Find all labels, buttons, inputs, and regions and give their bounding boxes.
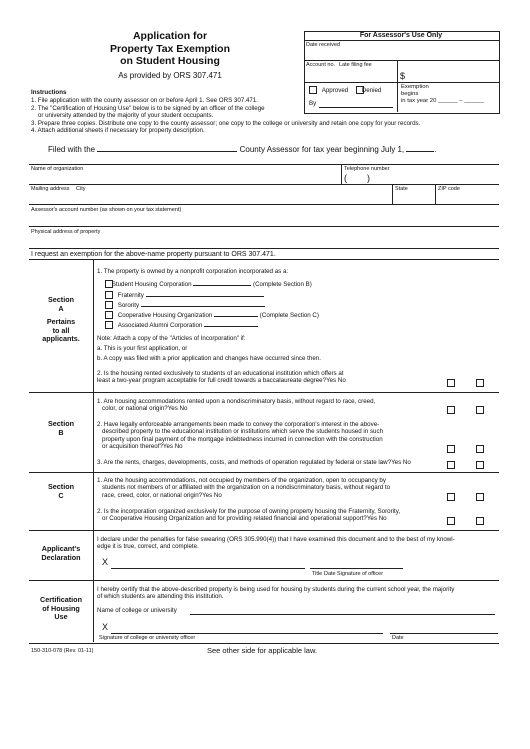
denied-option[interactable]: [356, 86, 381, 94]
sorority-label: Sorority: [117, 302, 140, 309]
fraternity-checkbox[interactable]: [105, 291, 113, 299]
declaration-label-2: Declaration: [41, 552, 81, 562]
section-c-q1-line-1: 1. Are the housing accommodations, not occupied by members of the organization, open to occupancy by: [97, 477, 386, 484]
physical-address-label: Physical address of property: [31, 229, 101, 235]
late-filing-fee-label: Late filing fee: [339, 62, 372, 68]
declaration-text-line-1: I declare under the penalties for false swearing (ORS 305.990(4)) that I have examined this document and to the best of my knowl-: [97, 536, 455, 543]
declaration-signature-line[interactable]: [111, 568, 305, 569]
section-c-q1: [97, 477, 390, 499]
declaration-text-line-2: edge it is true, correct, and complete.: [97, 543, 199, 551]
section-b-q1-yes-checkbox[interactable]: [447, 406, 455, 414]
section-b-q3-no-checkbox[interactable]: [476, 461, 484, 469]
approved-option[interactable]: [309, 86, 348, 94]
fraternity-line: [146, 290, 264, 297]
section-a-label-1: Section: [48, 295, 74, 304]
yes-label: Yes: [326, 377, 337, 385]
section-b-q2-line-2: described property to the educational institution or institutions which serve the students housed in such: [102, 428, 384, 436]
assessor-box-title: For Assessor's Use Only: [359, 32, 443, 39]
certification-date-label: Date: [392, 635, 404, 641]
section-b-q2-no-checkbox[interactable]: [476, 445, 484, 453]
fee-dollar-sign: $: [400, 71, 406, 81]
exemption-line-1: Exemption: [401, 84, 429, 90]
option-coop[interactable]: [105, 310, 319, 319]
approved-checkbox[interactable]: [309, 86, 317, 94]
section-b-label-1: Section: [48, 419, 74, 428]
telephone-label: Telephone number: [344, 166, 390, 172]
request-statement: I request an exemption for the above-name property pursuant to ORS 307.471.: [31, 251, 276, 258]
section-c-label: [31, 483, 91, 500]
section-b-q2-line-4: or acquisition thereof?: [102, 443, 163, 451]
declaration-label: [31, 545, 91, 562]
section-c-q2-yes-checkbox[interactable]: [447, 517, 455, 525]
title-line-3: on Student Housing: [120, 55, 220, 67]
no-label: No: [174, 443, 183, 451]
yes-label: Yes: [366, 515, 377, 523]
certification-text-line-2: of which students are attending this institution.: [97, 593, 224, 601]
option-sorority[interactable]: [105, 300, 265, 309]
student-housing-label: Student Housing Corporation: [111, 281, 192, 288]
section-b-label: [31, 420, 91, 437]
section-c-label-2: C: [58, 490, 64, 500]
instructions-list: [31, 97, 511, 135]
coop-note: (Complete Section C): [259, 312, 319, 319]
section-b-q2-yes-checkbox[interactable]: [447, 445, 455, 453]
alumni-line: [204, 320, 258, 327]
yes-label: Yes: [167, 405, 178, 413]
no-label: No: [378, 515, 387, 523]
section-b-q2-line-3: property upon final payment of the mortgage indebtedness incurred in connection with the construction: [102, 435, 383, 443]
section-a-q1: 1. The property is owned by a nonprofit corporation incorporated as a:: [97, 268, 289, 275]
coop-line: [214, 310, 258, 317]
declaration-date-label: Date: [324, 571, 336, 577]
yes-label: Yes: [391, 459, 402, 466]
section-c-label-1: Section: [48, 482, 74, 491]
section-a-label-3: Pertains: [46, 317, 76, 327]
date-received-label: Date received: [306, 42, 340, 48]
declaration-text: [97, 536, 455, 551]
account-no-label: Account no.: [306, 62, 336, 68]
section-b-q2-line-1: 2. Have legally enforceable arrangements been made to convey the corporation's interest in the above-: [97, 421, 380, 428]
instruction-item: 2. The "Certification of Housing Use" below is to be signed by an officer of the college: [31, 104, 265, 112]
mailing-address-label: Mailing address: [31, 186, 70, 192]
state-label: State: [395, 186, 408, 192]
section-b-q3: [97, 459, 411, 466]
certification-signature-label: Signature of college or university officer: [99, 635, 196, 641]
section-b-q3-yes-checkbox[interactable]: [447, 461, 455, 469]
section-a-label-4: to all: [52, 325, 70, 335]
certification-label: [31, 596, 91, 622]
declaration-label-1: Applicant's: [41, 544, 81, 553]
declaration-x-mark: X: [102, 557, 109, 567]
yes-label: Yes: [162, 443, 173, 451]
section-a-note-a: a. This is your first application, or: [97, 345, 188, 352]
fraternity-label: Fraternity: [117, 292, 144, 299]
alumni-checkbox[interactable]: [105, 321, 113, 329]
section-a-label: [31, 296, 91, 344]
declaration-title-line[interactable]: [310, 568, 403, 569]
option-student-housing[interactable]: [105, 279, 312, 288]
section-c-q1-line-3: race, creed, color, or national origin?: [102, 491, 203, 499]
filed-with-suffix: County Assessor for tax year beginning July 1,: [239, 145, 405, 154]
filed-with-prefix: Filed with the: [48, 145, 96, 154]
no-label: No: [337, 377, 346, 385]
section-b-q1-line-2: color, or national origin?: [102, 405, 168, 413]
section-a-note: Note: Attach a copy of the "Articles of Incorporation" if:: [97, 335, 246, 342]
student-housing-note: (Complete Section B): [253, 281, 312, 288]
county-name-field[interactable]: [97, 145, 237, 152]
instructions-heading: Instructions: [31, 89, 67, 96]
section-c-q2-line-2: or Cooperative Housing Organization and for providing related financial and operational support?: [102, 515, 367, 523]
declaration-title-label: Title: [312, 571, 323, 577]
section-c-q2-line-1: 2. Is the incorporation organized exclusively for the purpose of owning property housing the Fraternity, Sorority,: [97, 508, 401, 515]
certification-x-mark: X: [102, 622, 109, 632]
option-fraternity[interactable]: [105, 290, 264, 299]
college-name-row: [97, 607, 177, 614]
section-c-q2: [97, 508, 400, 523]
approved-label: Approved: [321, 86, 349, 94]
no-label: No: [213, 491, 222, 499]
section-c-q1-yes-checkbox[interactable]: [447, 493, 455, 501]
section-c-q2-no-checkbox[interactable]: [476, 517, 484, 525]
section-b-q3-text: 3. Are the rents, charges, developments, costs, and methods of operation regulated by federal or state law?: [97, 459, 392, 466]
sorority-checkbox[interactable]: [105, 301, 113, 309]
zip-label: ZIP code: [438, 186, 460, 192]
denied-label: Denied: [361, 86, 382, 94]
section-b-label-2: B: [58, 427, 64, 437]
section-b-q1-line-1: 1. Are housing accommodations rented upon a nondiscriminatory basis, without regard to race, creed,: [97, 398, 376, 405]
provided-by: As provided by ORS 307.471: [118, 71, 222, 80]
section-a-q2: [97, 370, 346, 385]
no-label: No: [402, 459, 411, 466]
title-line-1: Application for: [132, 30, 208, 42]
section-c-q1-line-2: students not members of or affiliated with the organization on a nondiscriminatory basis, without regard to: [102, 484, 391, 492]
section-a-label-2: A: [58, 303, 64, 313]
section-a-q2-yes-checkbox[interactable]: [447, 379, 455, 387]
section-b-q1-no-checkbox[interactable]: [476, 406, 484, 414]
certification-text: [97, 586, 454, 601]
section-a-q2-no-checkbox[interactable]: [476, 379, 484, 387]
filed-with-row: Filed with the County Assessor for tax year beginning July 1, .: [48, 145, 437, 154]
college-name-field[interactable]: [190, 614, 495, 615]
title-line-2: Property Tax Exemption: [109, 42, 230, 55]
section-a-note-b: b. A copy was filed with a prior application and changes have occurred since then.: [97, 355, 321, 362]
section-b-q2: [97, 421, 383, 451]
instruction-item: 1. File application with the county assessor on or before April 1. See ORS 307.471.: [31, 97, 259, 104]
certification-label-3: Use: [54, 612, 68, 622]
account-number-label: Assessor's account number (as shown on your tax statement): [31, 207, 182, 213]
instruction-item: 3. Prepare three copies. Distribute one copy to the county assessor; one copy to the college or university and retain one copy for your records.: [31, 119, 421, 127]
student-housing-line: [193, 279, 251, 286]
certification-date-line[interactable]: [390, 633, 498, 634]
instruction-item: 4. Attach additional sheets if necessary for property description.: [31, 127, 205, 135]
city-label: City: [76, 186, 86, 192]
section-a-q2-line-1: 2. Is the housing rented exclusively to students of an educational institution which offers at: [97, 370, 344, 377]
see-other-side: See other side for applicable law.: [207, 646, 318, 655]
by-label: By: [309, 100, 317, 107]
no-label: No: [179, 405, 188, 413]
coop-label: Cooperative Housing Organization: [117, 312, 213, 319]
certification-signature-line[interactable]: [111, 633, 383, 634]
section-c-q1-no-checkbox[interactable]: [476, 493, 484, 501]
college-name-label: Name of college or university: [97, 607, 177, 614]
certification-label-1: Certification: [40, 595, 82, 604]
certification-label-2: of Housing: [42, 603, 80, 613]
instruction-item: or university attended by the majority of your student occupants.: [31, 112, 214, 120]
org-name-label: Name of organization: [31, 166, 84, 172]
section-a-label-5: applicants.: [42, 334, 80, 344]
alumni-label: Associated Alumni Corporation: [117, 322, 203, 329]
option-alumni[interactable]: [105, 320, 258, 329]
exemption-line-2: begins: [401, 91, 419, 97]
tax-year-field[interactable]: [406, 145, 434, 152]
yes-label: Yes: [202, 491, 213, 499]
coop-checkbox[interactable]: [105, 311, 113, 319]
sorority-line: [141, 300, 265, 307]
form-title: [95, 30, 245, 68]
declaration-signature-label: Signature of officer: [337, 571, 384, 577]
certification-text-line-1: I hereby certify that the above-described property is being used for housing by students during the current school year, the majority: [97, 586, 455, 593]
section-a-q2-line-2: least a two-year program acceptable for full credit towards a baccalaureate degree?: [97, 377, 327, 385]
exemption-line-3[interactable]: in tax year 20 ______ – ______: [401, 98, 484, 104]
form-number: 150-310-078 (Rev. 01-11): [31, 648, 94, 654]
section-b-q1: [97, 398, 375, 413]
phone-area-code[interactable]: ( ): [344, 173, 370, 183]
